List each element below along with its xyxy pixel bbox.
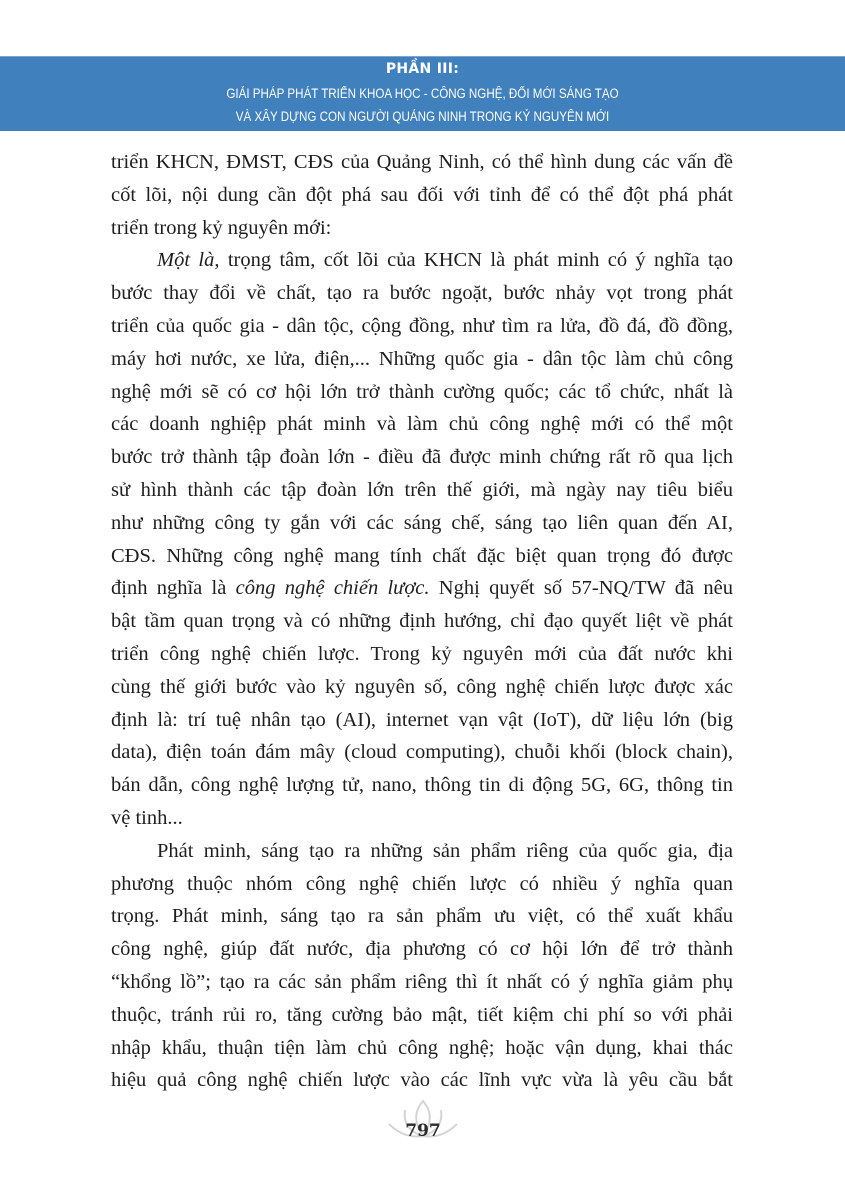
emphasis-text: công nghệ chiến lược.: [235, 577, 430, 600]
text-line: “khổng lồ”; tạo ra các sản phẩm riêng thì ít nhất có ý nghĩa giảm phụ: [111, 970, 733, 993]
text-line: CĐS. Những công nghệ mang tính chất đặc biệt quan trọng đó được: [111, 544, 733, 567]
page-number: 797: [405, 1121, 441, 1141]
text-line: thuộc, tránh rủi ro, tăng cường bảo mật, tiết kiệm chi phí so với phải: [111, 1003, 733, 1026]
text-line: công nghệ, giúp đất nước, địa phương có cơ hội lớn để trở thành: [111, 938, 733, 961]
text-line: các doanh nghiệp phát minh và làm chủ công nghệ mới có thể một: [111, 413, 733, 436]
part-subtitle-line-1: GIẢI PHÁP PHÁT TRIỂN KHOA HỌC - CÔNG NGHỆ, ĐỔI MỚI SÁNG TẠO: [226, 86, 619, 101]
text-line: bật tầm quan trọng và có những định hướng, chỉ đạo quyết liệt về phát: [111, 610, 733, 633]
text-line: data), điện toán đám mây (cloud computing), chuỗi khối (block chain),: [111, 741, 733, 764]
text-line: cốt lõi, nội dung cần đột phá sau đối với tỉnh để có thể đột phá phát: [111, 183, 733, 206]
text-line: triển trong kỷ nguyên mới:: [111, 216, 332, 239]
section-header-banner: [0, 56, 845, 131]
text-line: bán dẫn, công nghệ lượng tử, nano, thông tin di động 5G, 6G, thông tin: [111, 774, 733, 797]
text-line: sử hình thành các tập đoàn lớn trên thế giới, mà ngày nay tiêu biểu: [111, 478, 733, 501]
text-line: nhập khẩu, thuận tiện làm chủ công nghệ; hoặc vận dụng, khai thác: [111, 1036, 733, 1059]
paragraph-start-line: Một là, trọng tâm, cốt lõi của KHCN là phát minh có ý nghĩa tạo: [157, 249, 734, 272]
text-line: cùng thế giới bước vào kỷ nguyên số, công nghệ chiến lược được xác: [111, 675, 733, 698]
text-line: bước trở thành tập đoàn lớn - điều đã được minh chứng rất rõ qua lịch: [111, 446, 733, 469]
part-title: PHẦN III:: [385, 61, 460, 77]
text-line: triển của quốc gia - dân tộc, cộng đồng, như tìm ra lửa, đồ đá, đồ đồng,: [111, 314, 733, 337]
text-line: nghệ mới sẽ có cơ hội lớn trở thành cường quốc; các tổ chức, nhất là: [111, 380, 733, 403]
part-subtitle-line-2: VÀ XÂY DỰNG CON NGƯỜI QUẢNG NINH TRONG KỶ NGUYÊN MỚI: [235, 109, 610, 124]
text-line: bước thay đổi về chất, tạo ra bước ngoặt, bước nhảy vọt trong phát: [111, 282, 733, 305]
text-line: trọng. Phát minh, sáng tạo ra sản phẩm ưu việt, có thể xuất khẩu: [111, 905, 733, 928]
text-line: phương thuộc nhóm công nghệ chiến lược có nhiều ý nghĩa quan: [111, 872, 733, 895]
text-line: định nghĩa là công nghệ chiến lược. Nghị quyết số 57-NQ/TW đã nêu: [111, 577, 733, 600]
paragraph-start-line: Phát minh, sáng tạo ra những sản phẩm riêng của quốc gia, địa: [157, 839, 733, 862]
text-line: định là: trí tuệ nhân tạo (AI), internet vạn vật (IoT), dữ liệu lớn (big: [111, 708, 733, 731]
body-text: [111, 146, 733, 1097]
text-line: hiệu quả công nghệ chiến lược vào các lĩnh vực vừa là yêu cầu bắt: [111, 1069, 733, 1092]
text-line: triển KHCN, ĐMST, CĐS của Quảng Ninh, có thể hình dung các vấn đề: [111, 151, 733, 173]
text-line: vệ tinh...: [111, 806, 183, 829]
emphasis-text: Một là: [157, 249, 215, 272]
text-line: máy hơi nước, xe lửa, điện,... Những quốc gia - dân tộc làm chủ công: [111, 347, 733, 370]
text-line: triển công nghệ chiến lược. Trong kỷ nguyên mới của đất nước khi: [111, 642, 733, 665]
text-line: như những công ty gắn với các sáng chế, sáng tạo liên quan đến AI,: [111, 511, 733, 534]
